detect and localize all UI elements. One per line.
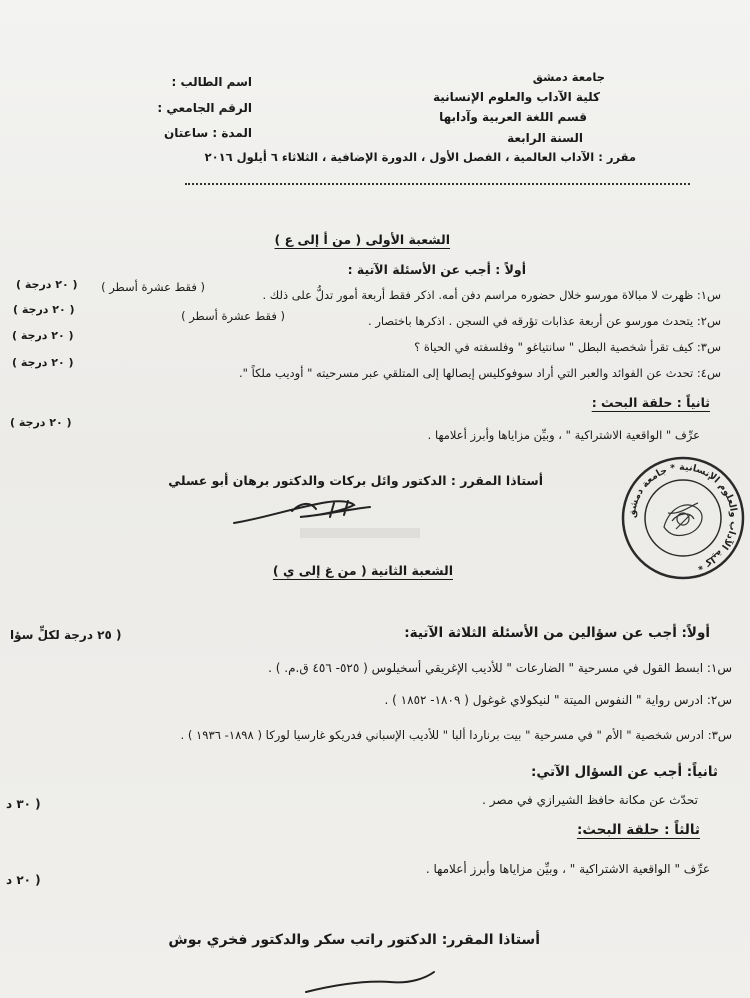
svg-text:كلية الآداب والعلوم الإنسانية xyxy=(627,462,739,572)
section1-title: الشعبة الأولى ( من أ إلى ع ) xyxy=(274,232,450,247)
signature-2 xyxy=(300,968,440,998)
section1-part2-title: ثانياً : حلقة البحث : xyxy=(591,395,710,410)
student-name-label: اسم الطالب : xyxy=(171,75,252,89)
header-divider xyxy=(185,183,690,185)
section2-part3-title: ثالثاً : حلقة البحث: xyxy=(576,822,700,838)
section1-part1-title: أولاً : أجب عن الأسئلة الآتية : xyxy=(347,262,526,277)
stamp-ring-text: كلية الآداب والعلوم الإنسانية * جامعة دمشق * xyxy=(626,461,740,572)
course-info: مقرر : الآداب العالمية ، الفصل الأول ، الدورة الإضافية ، الثلاثاء ٦ أيلول ٢٠١٦ xyxy=(204,150,636,164)
section1-research-question: عرِّف " الواقعية الاشتراكية " ، وبيِّن مزاياها وأبرز أعلامها . xyxy=(427,428,700,442)
section1-question-2-note: ( فقط عشرة أسطر ) xyxy=(181,309,285,323)
section2-part2-question: تحدّث عن مكانة حافظ الشيرازي في مصر . xyxy=(482,793,698,807)
section1-question-1-note: ( فقط عشرة أسطر ) xyxy=(101,280,205,294)
section1-question-4: س٤: تحدث عن الفوائد والعبر التي أراد سوفوكليس إيصالها إلى المتلقي عبر مسرحيته " أوديب ملكاً ". xyxy=(238,366,721,380)
section1-question-1: س١: ظهرت لا مبالاة مورسو خلال حضوره مراسم دفن أمه. اذكر فقط أربعة أمور تدلُّ على ذلك . xyxy=(262,288,721,302)
section2-part1-title: أولاً: أجب عن سؤالين من الأسئلة الثلاثة الآتية: xyxy=(404,625,710,641)
faint-text xyxy=(300,528,420,538)
section2-title: الشعبة الثانية ( من غ إلى ي ) xyxy=(272,563,453,578)
section2-part2-mark: ( ٣٠ د xyxy=(6,797,41,811)
section1-question-3: س٣: كيف تقرأ شخصية البطل " سانتياغو " وفلسفته في الحياة ؟ xyxy=(414,340,721,354)
section2-professors: أستاذا المقرر: الدكتور راتب سكر والدكتور فخري بوش xyxy=(168,932,540,948)
duration-label: المدة : ساعتان xyxy=(164,126,252,140)
section1-question-4-mark: ( ٢٠ درجة ) xyxy=(12,356,74,369)
section2-question-1: س١: ابسط القول في مسرحية " الضارعات " للأديب الإغريقي أسخيلوس ( ٥٢٥- ٤٥٦ ق.م. ) . xyxy=(268,661,732,675)
section2-question-2: س٢: ادرس رواية " النفوس الميتة " لنيكولاي غوغول ( ١٨٠٩- ١٨٥٢ ) . xyxy=(384,693,732,707)
section1-question-3-mark: ( ٢٠ درجة ) xyxy=(12,329,74,342)
section2-research-mark: ( ٢٠ د xyxy=(6,873,41,887)
signature-1 xyxy=(230,493,380,533)
section2-research-question: عرِّف " الواقعية الاشتراكية " ، وبيِّن مزاياها وأبرز أعلامها . xyxy=(425,862,710,876)
section2-part2-title: ثانياً: أجب عن السؤال الآتي: xyxy=(530,764,718,780)
section2-part1-mark: ( ٢٥ درجة لكلٍّ سؤا xyxy=(10,628,122,642)
section1-question-2-mark: ( ٢٠ درجة ) xyxy=(13,303,75,316)
department-name: قسم اللغة العربية وآدابها xyxy=(439,110,587,124)
section2-question-3: س٣: ادرس شخصية " الأم " في مسرحية " بيت برناردا ألبا " للأديب الإسباني فدريكو غارسيا لوركا ( ١٨٩٨- ١٩٣٦ ) . xyxy=(180,728,732,742)
section1-question-2: س٢: يتحدث مورسو عن أربعة عذابات تؤرقه في السجن . اذكرها باختصار . xyxy=(368,314,721,328)
faculty-name: كلية الآداب والعلوم الإنسانية xyxy=(433,90,600,104)
section1-research-mark: ( ٢٠ درجة ) xyxy=(10,416,72,429)
faculty-stamp xyxy=(620,455,746,581)
student-id-label: الرقم الجامعي : xyxy=(157,101,252,115)
section1-question-1-mark: ( ٢٠ درجة ) xyxy=(16,278,78,291)
year-label: السنة الرابعة xyxy=(507,131,583,145)
section1-professors: أستاذا المقرر : الدكتور وائل بركات والدكتور برهان أبو عسلي xyxy=(168,473,543,488)
university-name: جامعة دمشق xyxy=(532,70,605,84)
